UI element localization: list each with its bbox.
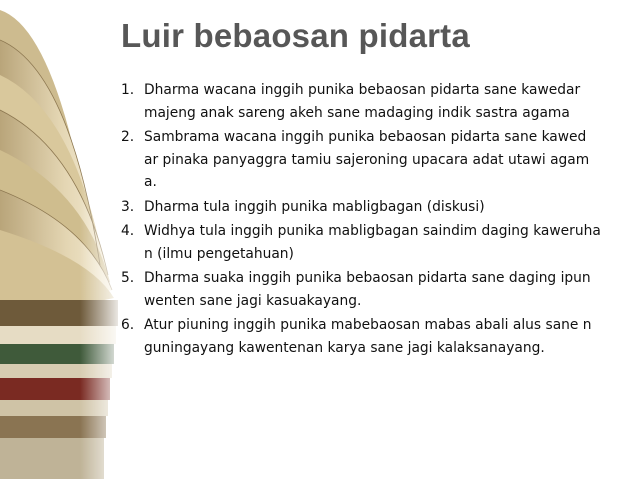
list-item-line: guningayang kawentenan karya sane jagi kalaksanayang. xyxy=(144,339,545,356)
bebaosan-list xyxy=(121,79,621,361)
list-item-text xyxy=(144,220,621,265)
list-item xyxy=(121,196,621,219)
list-item-number: 5. xyxy=(121,270,135,286)
list-item xyxy=(121,267,621,312)
list-item-number: 3. xyxy=(121,198,135,215)
list-item xyxy=(121,126,621,194)
list-item-line: Sambrama wacana inggih punika bebaosan pidarta sane kawed xyxy=(144,129,587,145)
list-item xyxy=(121,220,621,265)
list-item-number: 4. xyxy=(121,223,135,239)
open-book-pages-icon xyxy=(0,0,120,479)
list-item-text xyxy=(144,267,621,312)
list-item-number: 6. xyxy=(121,317,135,333)
list-item-line: majeng anak sareng akeh sane madaging indik sastra agama xyxy=(144,104,570,121)
list-item-line: Dharma tula inggih punika mabligbagan (diskusi) xyxy=(144,198,485,215)
list-item-line: a. xyxy=(144,174,157,190)
list-item-line: wenten sane jagi kasuakayang. xyxy=(144,292,362,309)
list-item-line: Dharma suaka inggih punika bebaosan pidarta sane daging ipun xyxy=(144,270,591,286)
list-item-line: n (ilmu pengetahuan) xyxy=(144,245,294,262)
list-item-line: Widhya tula inggih punika mabligbagan saindim daging kaweruha xyxy=(144,223,601,239)
list-item-number: 2. xyxy=(121,129,135,145)
list-item xyxy=(121,79,621,124)
slide-title: Luir bebaosan pidarta xyxy=(121,17,470,54)
list-item-number: 1. xyxy=(121,82,135,98)
list-item-line: ar pinaka panyaggra tamiu sajeroning upacara adat utawi agam xyxy=(144,151,590,168)
list-item xyxy=(121,314,621,359)
list-item-line: Atur piuning inggih punika mabebaosan mabas abali alus sane n xyxy=(144,317,592,333)
list-item-text xyxy=(144,196,621,219)
list-item-text xyxy=(144,79,621,124)
list-item-text xyxy=(144,126,621,194)
list-item-text xyxy=(144,314,621,359)
list-item-line: Dharma wacana inggih punika bebaosan pidarta sane kawedar xyxy=(144,82,581,98)
